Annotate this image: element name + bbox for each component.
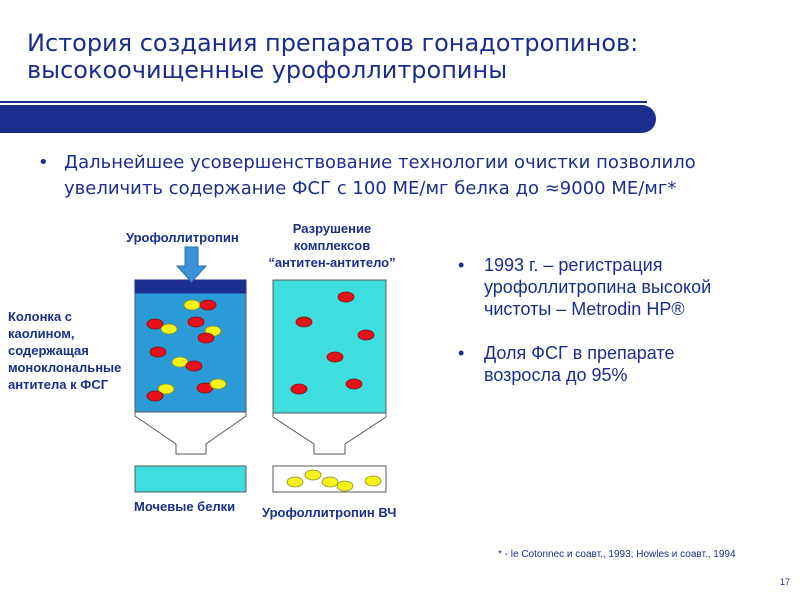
yellow-ball	[305, 470, 321, 480]
yellow-ball	[172, 357, 188, 367]
red-ball	[147, 319, 163, 329]
red-ball	[327, 352, 343, 362]
right-bullet-registration	[458, 254, 788, 320]
input-arrow-icon	[177, 247, 206, 282]
destruction-label-line-1: Разрушение	[292, 221, 372, 236]
column-label-line-2: каолином,	[8, 326, 75, 341]
yellow-ball	[287, 477, 303, 487]
red-ball	[291, 384, 307, 394]
yellow-ball	[337, 481, 353, 491]
yellow-ball	[184, 300, 200, 310]
right-bullet-2-line-1: Доля ФСГ в препарате	[484, 343, 675, 363]
column-label-line-4: моноклональные	[8, 360, 122, 375]
yellow-ball	[210, 379, 226, 389]
main-bullet-line-2: увеличить содержание ФСГ с 100 МЕ/мг белка до ≈9000 МЕ/мг*	[64, 178, 677, 199]
red-ball	[198, 333, 214, 343]
yellow-ball	[322, 477, 338, 487]
column-label-line-5: антитела к ФСГ	[8, 377, 109, 392]
left-column-top	[135, 280, 246, 293]
output-right-label: Урофоллитропин ВЧ	[262, 505, 397, 520]
destruction-label-line-2: комплексов	[293, 238, 371, 253]
right-column-body	[273, 280, 386, 413]
right-bullet-list	[458, 254, 788, 408]
page-number: 17	[779, 577, 790, 587]
red-ball	[147, 391, 163, 401]
yellow-ball	[161, 324, 177, 334]
red-ball	[150, 347, 166, 357]
destruction-label-line-3: “антитен-антитело”	[268, 255, 396, 270]
right-bullet-1-line-2: урофоллитропина высокой	[484, 277, 712, 297]
left-output-tray	[135, 466, 246, 492]
right-bullet-1-line-3: чистоты – Metrodin HP®	[484, 299, 685, 319]
bullet-marker: •	[458, 343, 465, 363]
bullet-marker: •	[458, 255, 465, 275]
output-left-label: Мочевые белки	[134, 499, 236, 514]
bullet-marker: •	[38, 152, 49, 173]
left-column-funnel	[135, 412, 246, 454]
footnote: * - le Cotonnec и соавт., 1993; Howles и соавт., 1994	[498, 549, 736, 560]
destruction-label	[262, 220, 402, 271]
red-ball	[358, 330, 374, 340]
red-ball	[346, 379, 362, 389]
slide-title-line-2: высокоочищенные урофоллитропины	[27, 56, 508, 84]
main-bullet-line-1: Дальнейшее усовершенствование технологии очистки позволило	[64, 152, 696, 173]
red-ball	[200, 300, 216, 310]
column-label-line-1: Колонка с	[8, 309, 73, 324]
right-bullet-1-line-1: 1993 г. – регистрация	[484, 255, 663, 275]
right-bullet-fsh-share	[458, 342, 788, 386]
right-column-funnel	[273, 413, 386, 454]
red-ball	[186, 361, 202, 371]
red-ball	[296, 317, 312, 327]
right-column	[273, 280, 386, 454]
column-label	[8, 308, 138, 393]
column-label-line-3: содержащая	[8, 343, 89, 358]
input-label: Урофоллитропин	[126, 230, 239, 245]
red-ball	[338, 292, 354, 302]
slide-title-line-1: История создания препаратов гонадотропинов:	[27, 29, 639, 57]
yellow-ball	[365, 476, 381, 486]
right-bullet-2-line-2: возросла до 95%	[484, 365, 628, 385]
red-ball	[188, 317, 204, 327]
